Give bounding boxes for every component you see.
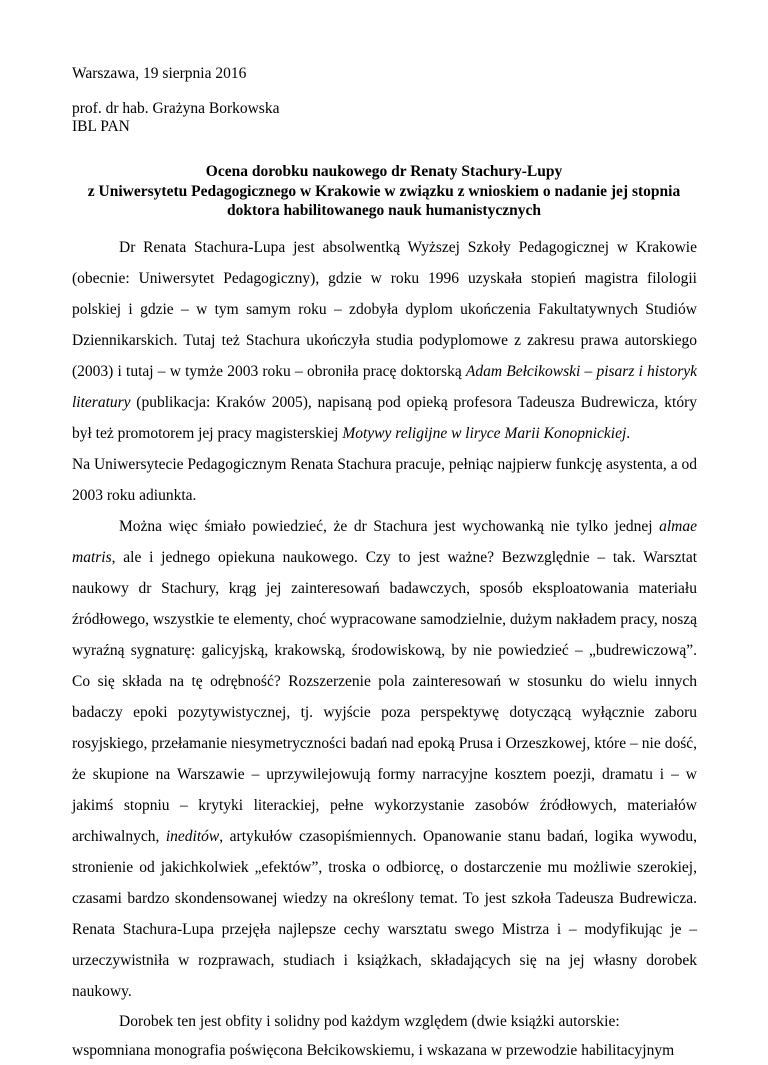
paragraph-line: wspomniana monografia poświęcona Bełcikowskiemu, i wskazana w przewodzie habilitacyjnym [72, 1042, 675, 1059]
italic-title: Adam Bełcikowski – pisarz i historyk literatury [72, 363, 697, 411]
affiliation-line: IBL PAN [72, 118, 130, 135]
document-title [60, 162, 708, 221]
paragraph-text: , artykułów czasopiśmiennych. Opanowanie stanu badań, logika wywodu, stronienie od jakichkolwiek „efektów”, troska o odbiorcę, o dostarczenie mu możliwie szerokiej, czasami bardzo skondensowanej wiedzy na określony temat. To jest szkoła Tadeusza Budrewicza. Renata Stachura-Lupa przejęła najlepsze cechy warsztatu swego Mistrza i – modyfikując je – urzeczywistniła w rozprawach, studiach i książkach, składających się na jej własny dorobek naukowy. [72, 828, 697, 1000]
author-line: prof. dr hab. Grażyna Borkowska [72, 100, 280, 117]
italic-title: Motywy religijne w liryce Marii Konopnickiej [342, 425, 627, 442]
title-line-2: z Uniwersytetu Pedagogicznego w Krakowie w związku z wnioskiem o nadanie jej stopnia [87, 182, 681, 200]
document-body [72, 232, 697, 1065]
paragraph-text: , ale i jednego opiekuna naukowego. Czy to jest ważne? Bezwzględnie – tak. Warsztat naukowy dr Stachury, krąg jej zainteresowań badawczych, sposób eksploatowania materiału źródłowego, wszystkie te elementy, choć wypracowane samodzielnie, dużym nakładem pracy, noszą wyraźną sygnaturę: galicyjską, krakowską, środowiskową, by nie powiedzieć – „budrewiczową”. Co się składa na tę odrębność? Rozszerzenie pola zainteresowań w stosunku do wielu innych badaczy epoki pozytywistycznej, tj. wyjście poza perspektywę dotyczącą wyłącznie zaboru rosyjskiego, przełamanie niesymetryczności badań nad epoką Prusa i Orzeszkowej, które – nie dość, że skupione na Warszawie – uprzywilejowują formy narracyjne kosztem poezji, dramatu i – w jakimś stopniu – krytyki literackiej, pełne wykorzystanie zasobów źródłowych, materiałów archiwalnych, [72, 549, 697, 845]
paragraph-4 [72, 1007, 697, 1065]
paragraph-text: . [626, 425, 631, 442]
paragraph-line: Dorobek ten jest obfity i solidny pod każdym względem (dwie książki autorskie: [119, 1013, 620, 1030]
paragraph-text: Dr Renata Stachura-Lupa jest absolwentką Wyższej Szkoły Pedagogicznej w Krakowie (obecnie: Uniwersytet Pedagogiczny), gdzie w roku 1996 uzyskała stopień magistra filologii polskiej i gdzie – w tym samym roku – zdobyła dyplom ukończenia Fakultatywnych Studiów Dziennikarskich. Tutaj też Stachura ukończyła studia podyplomowe z zakresu prawa autorskiego (2003) i tutaj – w tymże 2003 roku – obroniła pracę doktorską [72, 239, 697, 380]
title-line-3: doktora habilitowanego nauk humanistycznych [227, 202, 541, 219]
italic-term: almae matris [72, 518, 697, 566]
date-line: Warszawa, 19 sierpnia 2016 [72, 65, 247, 82]
paragraph-1 [72, 232, 697, 449]
italic-term: ineditów [165, 828, 220, 845]
paragraph-text: Można więc śmiało powiedzieć, że dr Stachura jest wychowanką nie tylko jednej [119, 518, 660, 535]
paragraph-3 [72, 511, 697, 1007]
paragraph-2: Na Uniwersytecie Pedagogicznym Renata Stachura pracuje, pełniąc najpierw funkcję asystenta, a od 2003 roku adiunkta. [72, 456, 697, 504]
title-line-1: Ocena dorobku naukowego dr Renaty Stachury-Lupy [205, 163, 563, 180]
paragraph-text: (publikacja: Kraków 2005), napisaną pod opieką profesora Tadeusza Budrewicza, który był też promotorem jej pracy magisterskiej [72, 394, 697, 442]
